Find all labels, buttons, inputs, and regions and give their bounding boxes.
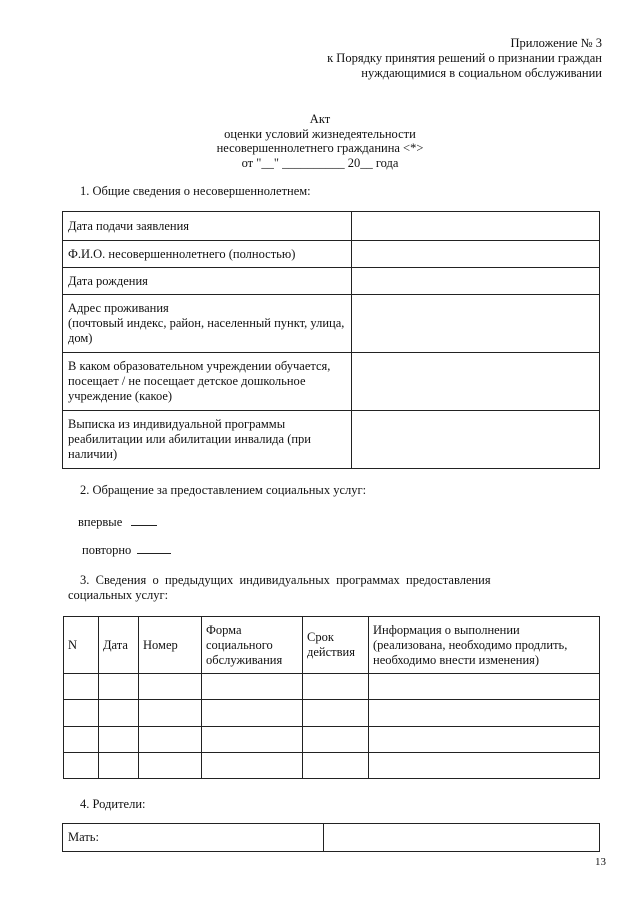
mother-value[interactable] (324, 824, 600, 852)
table-cell[interactable] (139, 674, 202, 700)
first-time-label: впервые (78, 515, 123, 529)
table-cell[interactable] (99, 727, 139, 753)
table-cell[interactable] (303, 674, 369, 700)
table-cell[interactable] (303, 753, 369, 779)
table-row (63, 824, 600, 852)
first-time-option (78, 514, 157, 530)
table-cell[interactable] (139, 700, 202, 727)
table-cell[interactable] (202, 700, 303, 727)
previous-programs-table (63, 616, 600, 779)
table-row (63, 241, 600, 268)
general-info-table (62, 211, 600, 469)
table-cell[interactable] (202, 727, 303, 753)
parents-table (62, 823, 600, 852)
table-row (64, 700, 600, 727)
page-number: 13 (595, 856, 606, 868)
column-header: Номер (139, 617, 202, 674)
table-cell[interactable] (64, 700, 99, 727)
document-title (0, 112, 640, 170)
section3-heading-line-2: социальных услуг: (68, 588, 169, 602)
repeat-option (82, 542, 171, 558)
table-cell[interactable] (303, 727, 369, 753)
table-row (64, 727, 600, 753)
appendix-line-1: к Порядку принятия решений о признании граждан (327, 51, 602, 65)
title-line-4: от "__" __________ 20__ года (241, 155, 399, 170)
row-label: Дата подачи заявления (63, 212, 352, 241)
row-value[interactable] (352, 268, 600, 295)
title-line-1: Акт (309, 112, 331, 126)
repeat-blank[interactable] (137, 542, 171, 554)
section1-heading: 1. Общие сведения о несовершеннолетнем: (80, 184, 311, 198)
row-value[interactable] (352, 241, 600, 268)
table-cell[interactable] (99, 753, 139, 779)
appendix-title: Приложение № 3 (510, 36, 602, 50)
section4-heading: 4. Родители: (80, 797, 146, 811)
row-label: Ф.И.О. несовершеннолетнего (полностью) (63, 241, 352, 268)
title-line-2: оценки условий жизнедеятельности (224, 126, 416, 141)
mother-label: Мать: (63, 824, 324, 852)
column-header: N (64, 617, 99, 674)
table-cell[interactable] (369, 674, 600, 700)
row-label (63, 295, 352, 353)
table-header-row (64, 617, 600, 674)
row-value[interactable] (352, 411, 600, 469)
appendix-header (327, 36, 602, 81)
column-header: Форма социального обслуживания (202, 617, 303, 674)
table-cell[interactable] (99, 674, 139, 700)
table-cell[interactable] (99, 700, 139, 727)
table-cell[interactable] (369, 753, 600, 779)
table-row (63, 295, 600, 353)
row-value[interactable] (352, 295, 600, 353)
table-cell[interactable] (64, 674, 99, 700)
table-row (63, 411, 600, 469)
table-cell[interactable] (369, 727, 600, 753)
table-row (63, 212, 600, 241)
table-cell[interactable] (64, 727, 99, 753)
section3-heading (80, 573, 524, 588)
section2-heading: 2. Обращение за предоставлением социальных услуг: (80, 483, 367, 497)
table-row (63, 268, 600, 295)
row-value[interactable] (352, 353, 600, 411)
address-label-line-1: Адрес проживания (68, 301, 169, 315)
row-value[interactable] (352, 212, 600, 241)
table-row (64, 674, 600, 700)
section3-heading-line-1: 3. Сведения о предыдущих индивидуальных программах предоставления (80, 573, 491, 587)
first-time-blank[interactable] (131, 514, 157, 526)
row-label: Дата рождения (63, 268, 352, 295)
appendix-line-2: нуждающимися в социальном обслуживании (361, 66, 602, 80)
table-cell[interactable] (202, 753, 303, 779)
column-header: Дата (99, 617, 139, 674)
row-label: В каком образовательном учреждении обучается, посещает / не посещает детское дошкольное учреждение (какое) (63, 353, 352, 411)
title-line-3: несовершеннолетнего гражданина <*> (216, 141, 424, 155)
table-cell[interactable] (139, 727, 202, 753)
table-row (63, 353, 600, 411)
address-label-line-2: (почтовый индекс, район, населенный пункт, улица, дом) (68, 316, 345, 345)
repeat-label: повторно (82, 543, 132, 557)
table-cell[interactable] (139, 753, 202, 779)
row-label: Выписка из индивидуальной программы реабилитации или абилитации инвалида (при наличии) (63, 411, 352, 469)
column-header: Информация о выполнении (реализована, необходимо продлить, необходимо внести изменения) (369, 617, 600, 674)
table-cell[interactable] (369, 700, 600, 727)
table-cell[interactable] (202, 674, 303, 700)
table-cell[interactable] (64, 753, 99, 779)
column-header: Срок действия (303, 617, 369, 674)
table-cell[interactable] (303, 700, 369, 727)
table-row (64, 753, 600, 779)
